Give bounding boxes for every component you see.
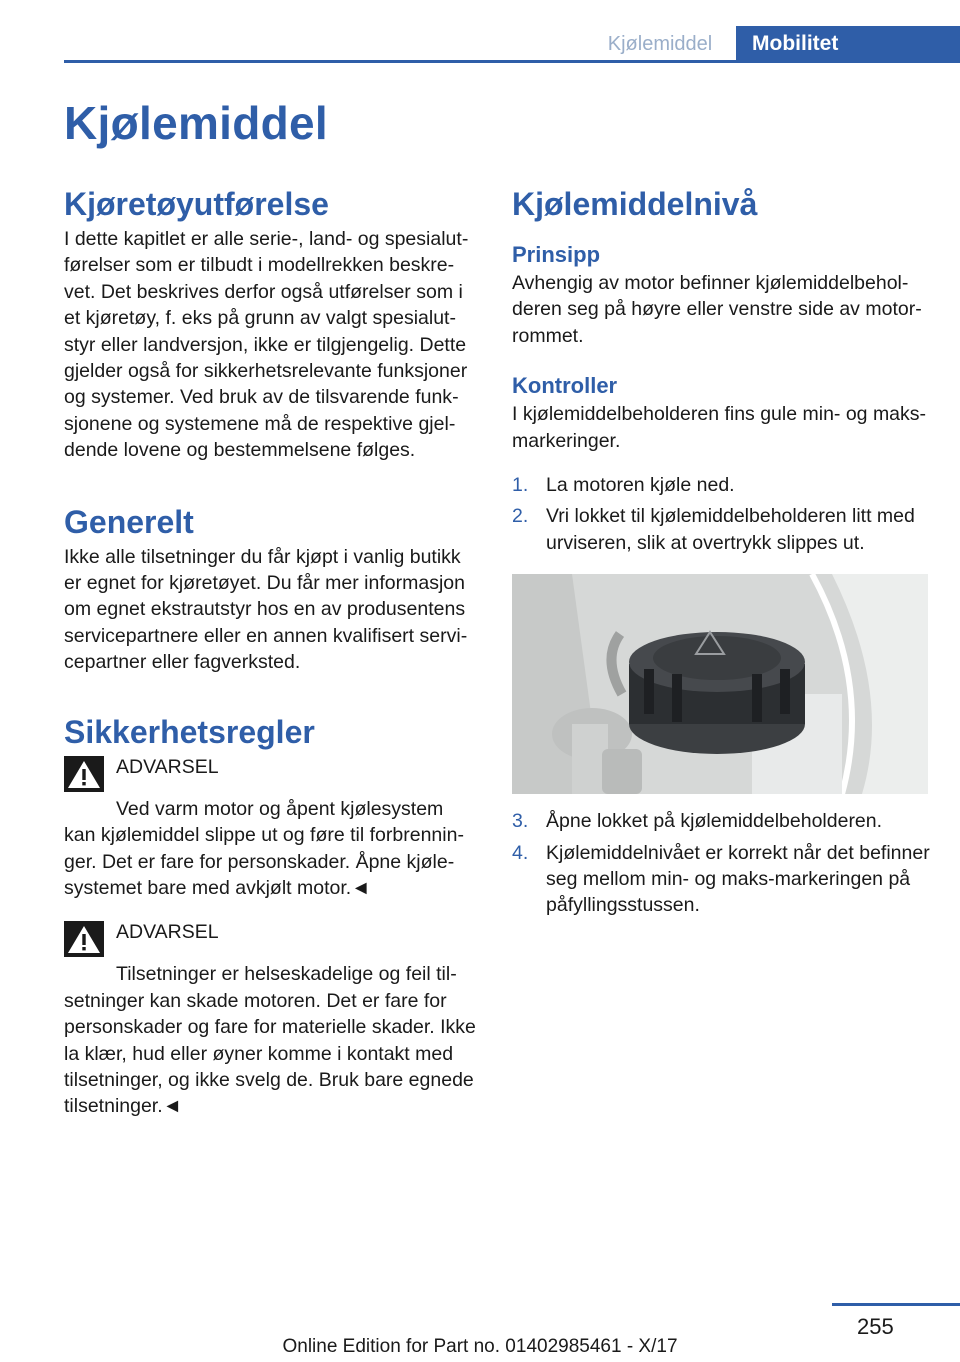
step-number: 2. bbox=[512, 505, 529, 528]
principle-text: Avhengig av motor befinner kjølemiddelbeholderen seg på høyre eller venstre side av motorrommet. bbox=[512, 272, 922, 347]
page-header bbox=[0, 0, 960, 62]
step-text: Vri lokket til kjølemiddelbeholderen litt med urviseren, slik at overtrykk slippes ut. bbox=[546, 505, 915, 554]
coolant-cap-illustration bbox=[512, 574, 928, 794]
step-item bbox=[512, 840, 930, 919]
right-column bbox=[512, 182, 930, 919]
heading-check: Kontroller bbox=[512, 373, 618, 399]
section-tab[interactable]: Kjølemiddel bbox=[607, 32, 713, 55]
step-item bbox=[512, 808, 930, 834]
footer-rule bbox=[832, 1303, 960, 1306]
warning-text: Tilsetninger er helseskadelige og feil tilsetninger kan skade motoren. Det er fare for personskader og fare for materielle skader. Ikke la klær, hud eller øyner komme i kontakt med tilsetninger, og ikke svelg de. Bruk bare egnede tilsetninger.◄ bbox=[64, 963, 476, 1118]
chapter-tab[interactable]: Mobilitet bbox=[736, 26, 960, 62]
footer-edition: Online Edition for Part no. 01402985461 - X/17 bbox=[282, 1336, 678, 1357]
page-number: 255 bbox=[857, 1314, 894, 1339]
heading-coolant-level: Kjølemiddelnivå bbox=[512, 186, 758, 222]
step-number: 4. bbox=[512, 841, 529, 864]
steps-list-1 bbox=[512, 472, 930, 556]
general-text: Ikke alle tilsetninger du får kjøpt i vanlig butikk er egnet for kjøretøyet. Du får mer informasjon om egnet ekstrautstyr hos en av produsentens servicepartnere eller en annen kvalifisert servicepartner eller fagverksted. bbox=[64, 545, 468, 674]
step-text: Åpne lokket på kjølemiddelbeholderen. bbox=[546, 810, 883, 833]
warning-label: ADVARSEL bbox=[116, 921, 219, 944]
heading-safety: Sikkerhetsregler bbox=[64, 713, 315, 750]
page-title: Kjølemiddel bbox=[64, 97, 329, 149]
step-text: La motoren kjøle ned. bbox=[546, 474, 735, 497]
header-rule bbox=[64, 60, 960, 63]
warning-block-2 bbox=[64, 921, 478, 1119]
step-item bbox=[512, 503, 930, 556]
left-column bbox=[64, 182, 478, 1120]
heading-vehicle-version: Kjøretøyutførelse bbox=[64, 186, 329, 222]
heading-principle: Prinsipp bbox=[512, 242, 601, 267]
vehicle-version-text: I dette kapitlet er alle serie-, land- og spesialutførelser som er tilbudt i modellrekken beskrevet. Det beskrives derfor også utførelser som i et kjøretøy, f. eks på grunn av valgt spesialutstyr eller landversjon, ikke er tilgjengelig. Dette gjelder også for sikkerhetsrelevante funksjoner og systemer. Ved bruk av de tilsvarende funksjonene og systemene må de respektive gjeldende lovene og bestemmelsene følges. bbox=[64, 228, 469, 462]
check-text: I kjølemiddelbeholderen fins gule min- og maks-markeringer. bbox=[512, 403, 927, 452]
warning-triangle-icon bbox=[64, 756, 104, 792]
warning-block-1 bbox=[64, 756, 478, 902]
step-number: 3. bbox=[512, 810, 529, 833]
warning-triangle-icon bbox=[64, 921, 104, 957]
step-text: Kjølemiddelnivået er korrekt når det befinner seg mellom min- og maks-markeringen på påfyllingsstussen. bbox=[546, 841, 930, 917]
step-item bbox=[512, 472, 930, 498]
warning-text: Ved varm motor og åpent kjølesystem kan kjølemiddel slippe ut og føre til forbrenninger. Det er fare for personskader. Åpne kjølesystemet bare med avkjølt motor.◄ bbox=[64, 797, 464, 899]
steps-list-2 bbox=[512, 808, 930, 919]
coolant-cap-photo bbox=[512, 574, 928, 794]
step-number: 1. bbox=[512, 474, 529, 497]
warning-label: ADVARSEL bbox=[116, 755, 219, 778]
heading-general: Generelt bbox=[64, 503, 194, 540]
